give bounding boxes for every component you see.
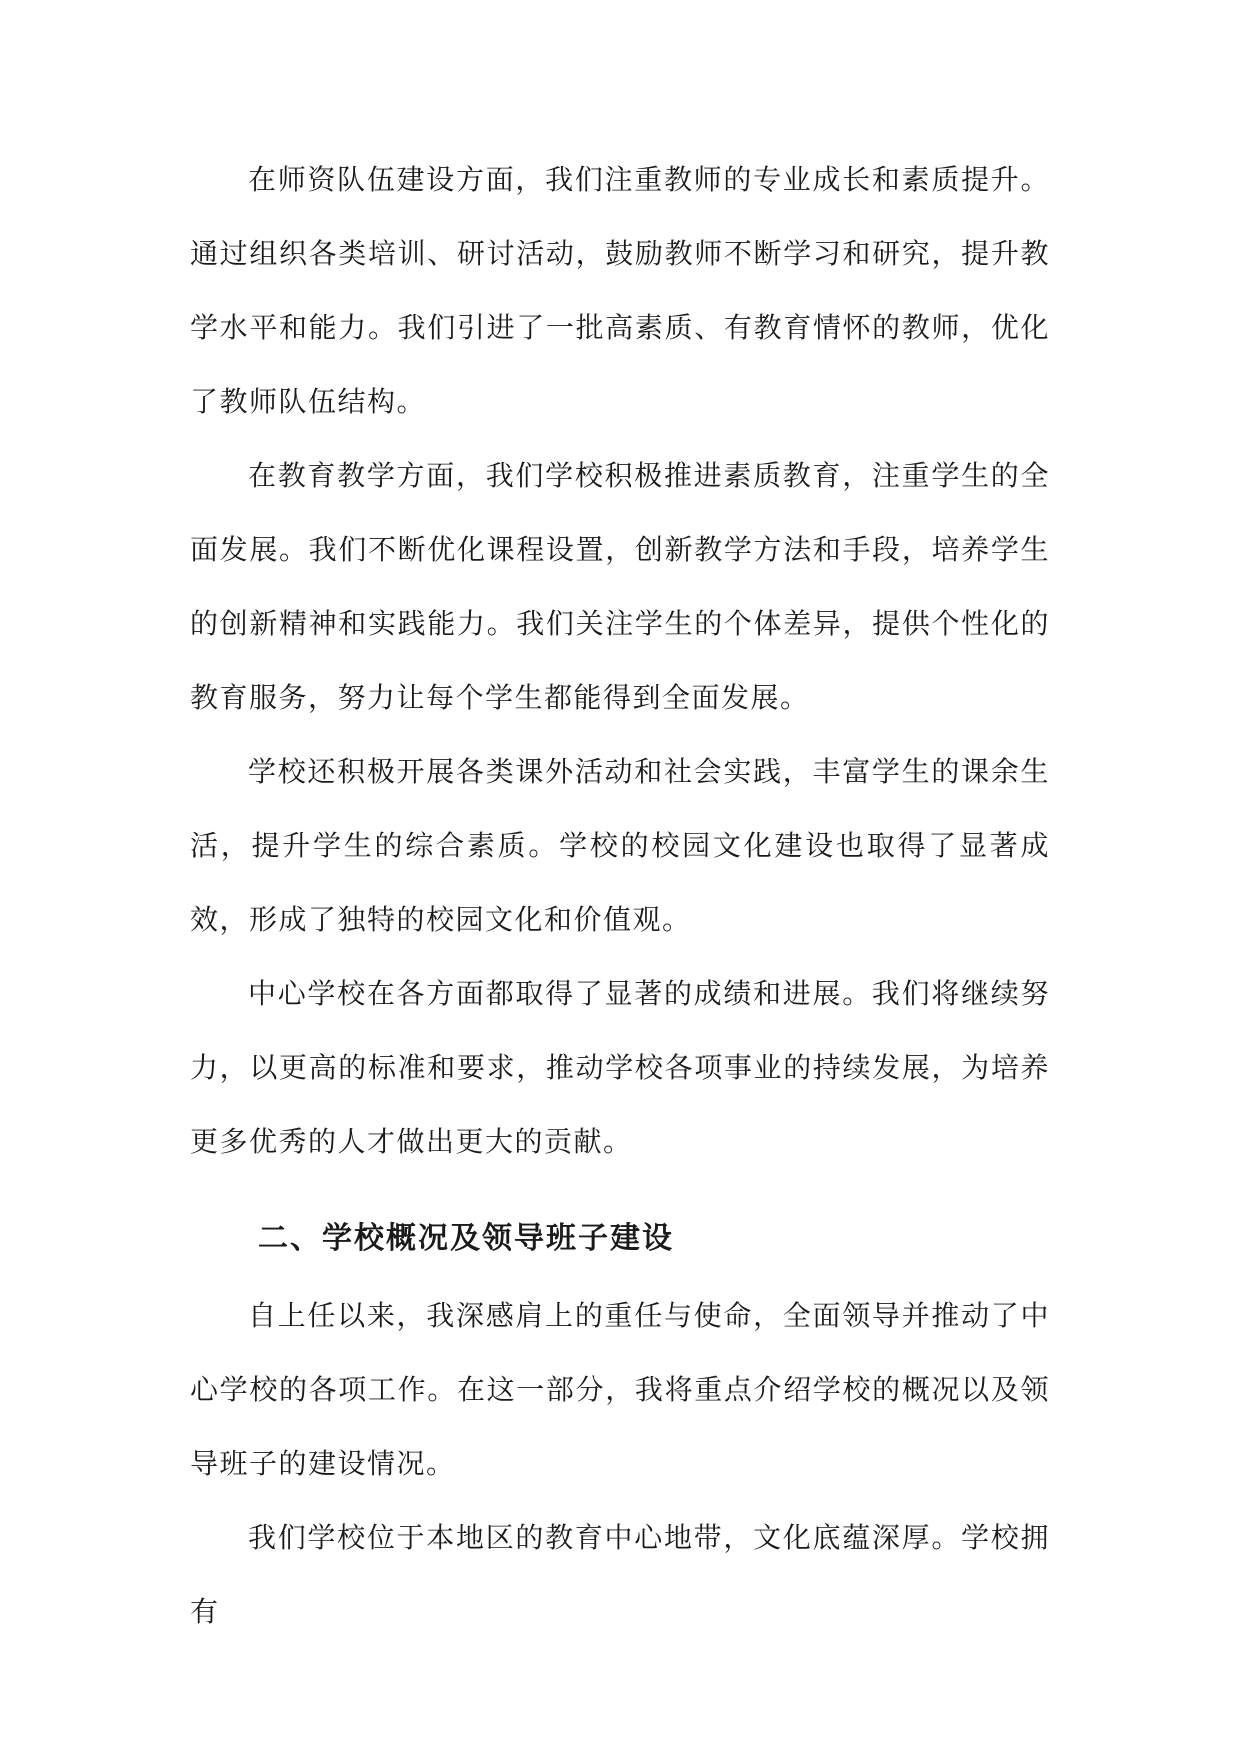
paragraph-school-location: 我们学校位于本地区的教育中心地带，文化底蕴深厚。学校拥有	[190, 1521, 1050, 1628]
document-body	[190, 143, 1050, 1649]
paragraph-teacher-team: 在师资队伍建设方面，我们注重教师的专业成长和素质提升。通过组织各类培训、研讨活动，鼓励教师不断学习和研究，提升教学水平和能力。我们引进了一批高素质、有教育情怀的教师，优化了教师队伍结构。	[190, 163, 1050, 418]
paragraph-education-teaching: 在教育教学方面，我们学校积极推进素质教育，注重学生的全面发展。我们不断优化课程设置，创新教学方法和手段，培养学生的创新精神和实践能力。我们关注学生的个体差异，提供个性化的教育服务，努力让每个学生都能得到全面发展。	[190, 459, 1050, 714]
paragraph-extracurricular: 学校还积极开展各类课外活动和社会实践，丰富学生的课余生活，提升学生的综合素质。学校的校园文化建设也取得了显著成效，形成了独特的校园文化和价值观。	[190, 755, 1050, 936]
section-heading: 二、学校概况及领导班子建设	[258, 1221, 674, 1256]
paragraph-since-appointment: 自上任以来，我深感肩上的重任与使命，全面领导并推动了中心学校的各项工作。在这一部分，我将重点介绍学校的概况以及领导班子的建设情况。	[190, 1299, 1050, 1480]
paragraph-achievements: 中心学校在各方面都取得了显著的成绩和进展。我们将继续努力，以更高的标准和要求，推动学校各项事业的持续发展，为培养更多优秀的人才做出更大的贡献。	[190, 977, 1050, 1158]
